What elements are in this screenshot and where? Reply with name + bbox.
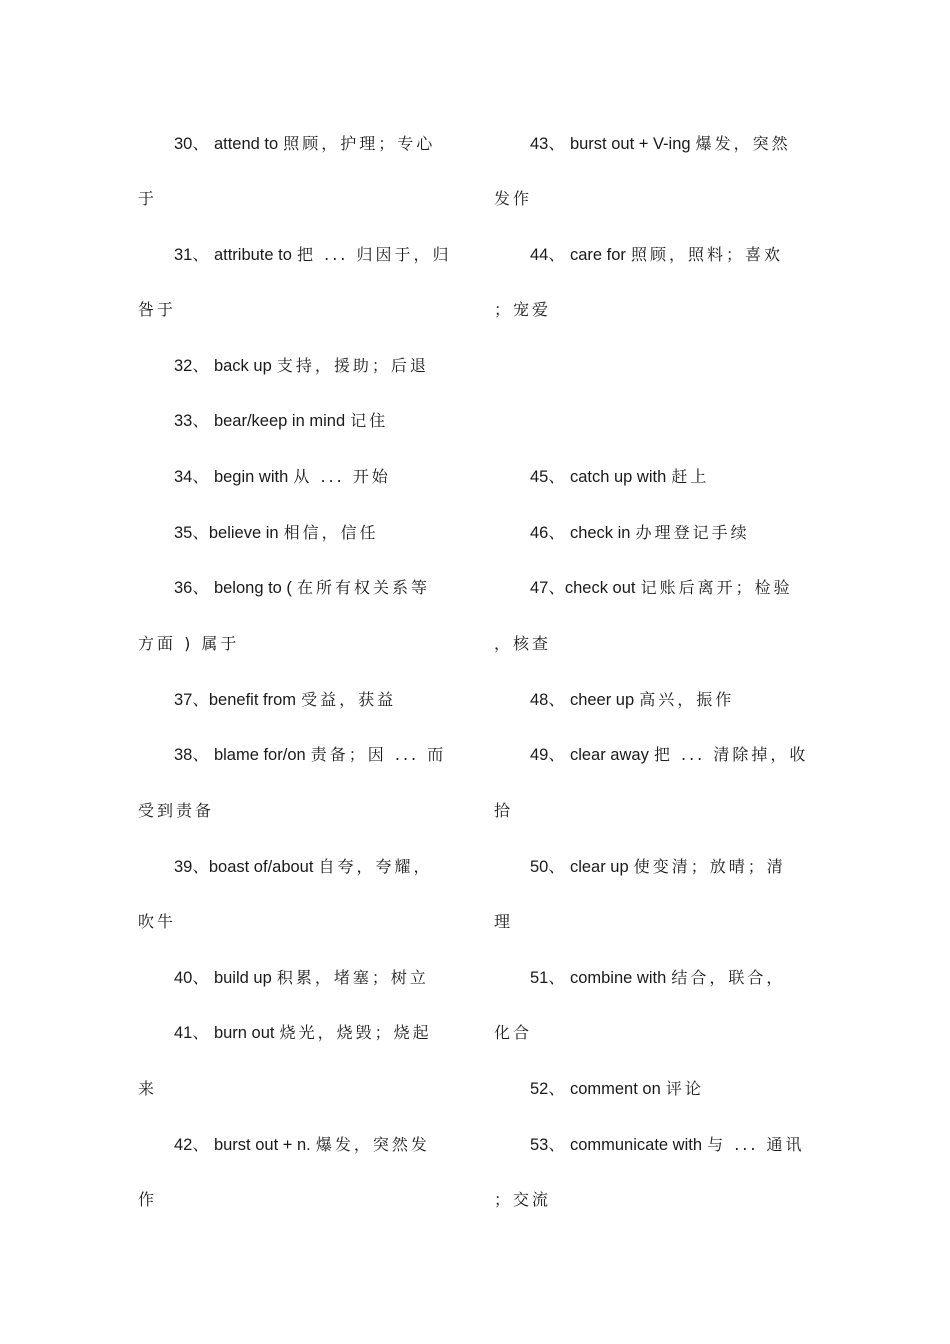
entry-meaning: 与 ... 通讯: [707, 1135, 805, 1154]
entry-36: [174, 578, 430, 598]
entry-48: [530, 690, 734, 710]
entry-number: 47、: [530, 579, 565, 597]
entry-50: [530, 857, 786, 877]
entry-phrase: comment on: [569, 1080, 661, 1098]
entry-phrase: check out: [564, 579, 636, 597]
entry-meaning: 照顾，护理；专心: [283, 134, 436, 153]
entry-33: [174, 411, 388, 431]
entry-meaning: 受益，获益: [301, 690, 397, 709]
entry-43-wrap: [494, 189, 532, 209]
entry-phrase: boast of/about: [208, 858, 314, 876]
entry-39: [174, 857, 433, 877]
entry-38: [174, 745, 446, 765]
entry-number: 50、: [530, 858, 565, 876]
entry-meaning: 把 ... 归因于，归: [297, 245, 452, 264]
entry-number: 32、: [174, 357, 209, 375]
entry-phrase: back up: [213, 357, 272, 375]
entry-number: 34、: [174, 468, 209, 486]
entry-phrase: attribute to: [213, 246, 292, 264]
entry-number: 38、: [174, 746, 209, 764]
entry-meaning: 评论: [665, 1079, 704, 1098]
entry-53: [530, 1135, 805, 1155]
entry-phrase: burn out: [213, 1024, 275, 1042]
entry-meaning-continued: 吹牛: [138, 912, 177, 931]
entry-meaning-continued: 发作: [494, 189, 533, 208]
entry-meaning: 在所有权关系等: [297, 578, 431, 597]
entry-42: [174, 1135, 430, 1155]
entry-41: [174, 1023, 432, 1043]
entry-49-wrap: [494, 801, 513, 821]
entry-43: [530, 134, 791, 154]
entry-phrase: benefit from: [208, 691, 296, 709]
entry-53-wrap: [494, 1190, 551, 1210]
entry-meaning: 从 ... 开始: [293, 467, 391, 486]
entry-number: 52、: [530, 1080, 565, 1098]
entry-meaning-continued: 咎于: [138, 300, 177, 319]
entry-meaning-continued: 拾: [494, 801, 514, 820]
entry-phrase: check in: [569, 524, 631, 542]
entry-37: [174, 690, 396, 710]
entry-phrase: clear up: [569, 858, 629, 876]
entry-meaning: 记住: [350, 411, 389, 430]
entry-44-wrap: [494, 300, 551, 320]
entry-52: [530, 1079, 704, 1099]
entry-38-wrap: [138, 801, 214, 821]
entry-phrase: catch up with: [569, 468, 667, 486]
entry-meaning: 使变清；放晴；清: [633, 857, 786, 876]
entry-50-wrap: [494, 912, 513, 932]
entry-number: 36、: [174, 579, 209, 597]
entry-meaning-continued: 方面 ) 属于: [138, 634, 240, 653]
entry-meaning-continued: 化合: [494, 1023, 533, 1042]
entry-31: [174, 245, 451, 265]
entry-phrase: burst out + n.: [213, 1136, 311, 1154]
entry-meaning: 照顾，照料；喜欢: [630, 245, 783, 264]
entry-number: 40、: [174, 969, 209, 987]
entry-45: [530, 467, 709, 487]
entry-phrase: cheer up: [569, 691, 635, 709]
entry-meaning-continued: 来: [138, 1079, 158, 1098]
entry-phrase: communicate with: [569, 1136, 703, 1154]
entry-meaning: 爆发，突然发: [315, 1135, 430, 1154]
entry-meaning-continued: ；宠爱: [494, 300, 552, 319]
entry-number: 33、: [174, 412, 209, 430]
entry-number: 37、: [174, 691, 209, 709]
entry-meaning: 相信，信任: [283, 523, 379, 542]
entry-meaning: 记账后离开；检验: [640, 578, 793, 597]
entry-number: 35、: [174, 524, 209, 542]
entry-41-wrap: [138, 1079, 157, 1099]
entry-meaning-continued: 受到责备: [138, 801, 215, 820]
entry-42-wrap: [138, 1190, 157, 1210]
entry-number: 30、: [174, 135, 209, 153]
entry-meaning-continued: 于: [138, 189, 158, 208]
entry-51: [530, 968, 785, 988]
entry-meaning-continued: 理: [494, 912, 514, 931]
entry-phrase: attend to: [213, 135, 279, 153]
entry-meaning: 责备；因 ... 而: [310, 745, 447, 764]
entry-35: [174, 523, 379, 543]
entry-32: [174, 356, 429, 376]
entry-meaning: 把 ... 清除掉，收: [653, 745, 809, 764]
entry-31-wrap: [138, 300, 176, 320]
entry-number: 48、: [530, 691, 565, 709]
entry-phrase: begin with: [213, 468, 289, 486]
entry-number: 45、: [530, 468, 565, 486]
entry-40: [174, 968, 429, 988]
entry-number: 51、: [530, 969, 565, 987]
entry-phrase: burst out + V-ing: [569, 135, 691, 153]
entry-meaning: 结合，联合，: [671, 968, 786, 987]
entry-number: 43、: [530, 135, 565, 153]
entry-number: 39、: [174, 858, 209, 876]
entry-meaning: 积累，堵塞；树立: [276, 968, 429, 987]
entry-meaning: 烧光，烧毁；烧起: [279, 1023, 432, 1042]
entry-number: 41、: [174, 1024, 209, 1042]
entry-meaning: 高兴，振作: [639, 690, 735, 709]
entry-meaning-continued: 作: [138, 1190, 158, 1209]
entry-47: [530, 578, 793, 598]
entry-39-wrap: [138, 912, 176, 932]
entry-number: 49、: [530, 746, 565, 764]
entry-phrase: belong to (: [213, 579, 292, 597]
entry-34: [174, 467, 391, 487]
entry-36-wrap: [138, 634, 239, 654]
entry-number: 31、: [174, 246, 209, 264]
entry-44: [530, 245, 783, 265]
entry-meaning: 爆发，突然: [695, 134, 791, 153]
entry-meaning: 支持，援助；后退: [276, 356, 429, 375]
entry-49: [530, 745, 808, 765]
entry-number: 44、: [530, 246, 565, 264]
entry-phrase: build up: [213, 969, 272, 987]
entry-meaning: 自夸，夸耀，: [318, 857, 433, 876]
entry-phrase: bear/keep in mind: [213, 412, 346, 430]
entry-number: 53、: [530, 1136, 565, 1154]
entry-phrase: care for: [569, 246, 626, 264]
entry-meaning: 办理登记手续: [635, 523, 750, 542]
entry-51-wrap: [494, 1023, 532, 1043]
entry-meaning: 赶上: [671, 467, 710, 486]
entry-46: [530, 523, 750, 543]
entry-number: 46、: [530, 524, 565, 542]
entry-30-wrap: [138, 189, 157, 209]
entry-meaning-continued: ，核查: [494, 634, 552, 653]
entry-number: 42、: [174, 1136, 209, 1154]
entry-meaning-continued: ；交流: [494, 1190, 552, 1209]
entry-47-wrap: [494, 634, 551, 654]
entry-phrase: combine with: [569, 969, 667, 987]
entry-phrase: blame for/on: [213, 746, 306, 764]
entry-phrase: believe in: [208, 524, 279, 542]
entry-phrase: clear away: [569, 746, 649, 764]
entry-30: [174, 134, 435, 154]
